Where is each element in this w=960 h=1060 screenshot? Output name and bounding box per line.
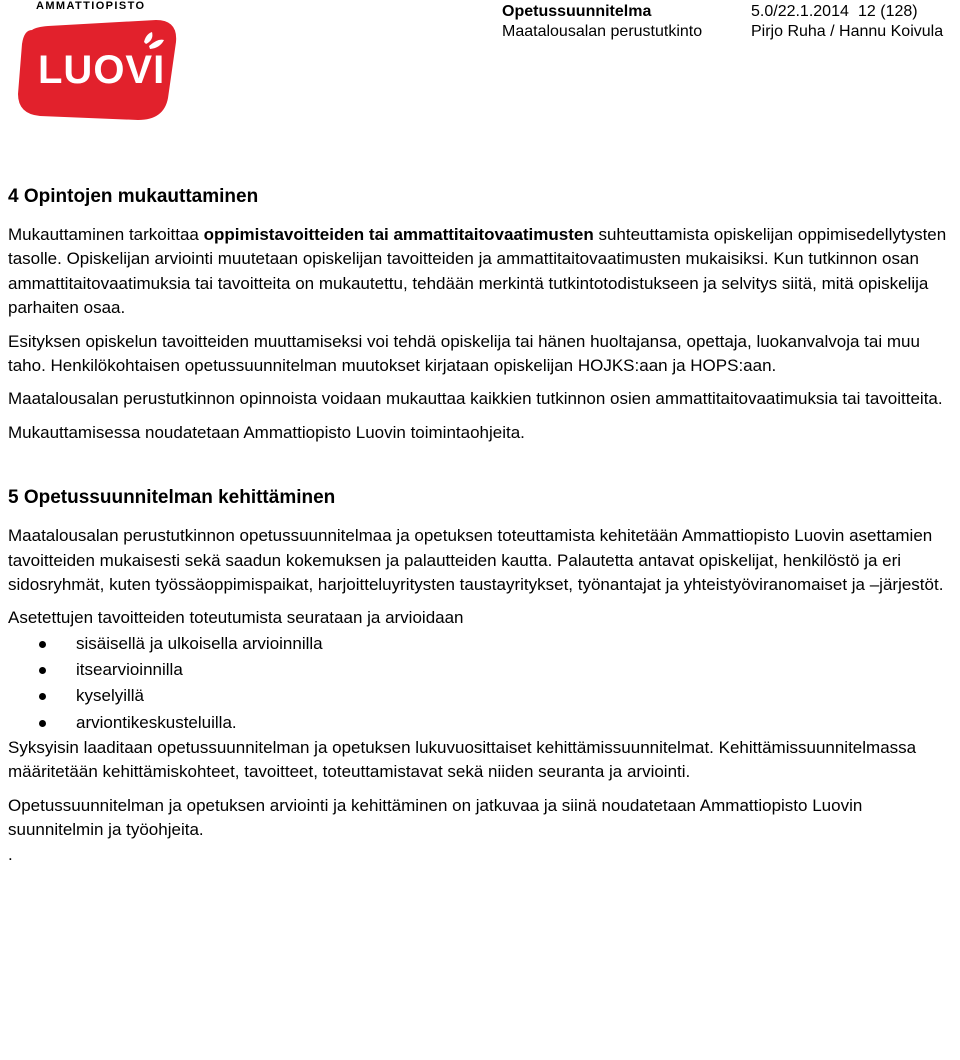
section-5-list-intro: Asetettujen tavoitteiden toteutumista seurataan ja arvioidaan bbox=[8, 608, 464, 628]
header-authors: Pirjo Ruha / Hannu Koivula bbox=[751, 23, 944, 40]
header-degree: Maatalousalan perustutkinto bbox=[502, 23, 703, 40]
header-page-counter: 12 (128) bbox=[858, 3, 918, 20]
section-4-paragraph-4: Mukauttamisessa noudatetaan Ammattiopisto Luovin toimintaohjeita. bbox=[8, 422, 525, 442]
section-5-paragraph-3: Opetussuunnitelman ja opetuksen arviointi ja kehittäminen on jatkuvaa ja siinä noudatetaan Ammattiopisto Luovin suunnitelmin ja työohjeita. bbox=[8, 795, 863, 840]
document-body bbox=[8, 184, 952, 867]
section-4-paragraph-2: Esityksen opiskelun tavoitteiden muuttamiseksi voi tehdä opiskelija tai hänen huoltajansa, opettaja, luokanvalvoja tai muu taho. Henkilökohtaisen opetussuunnitelman muutokset kirjataan opiskelijan HOJKS:aan ja HOPS:aan. bbox=[8, 331, 920, 376]
evaluation-methods-list bbox=[8, 631, 952, 736]
header-version-date: 5.0/22.1.2014 bbox=[751, 3, 849, 20]
trailing-period: . bbox=[8, 844, 13, 864]
list-item bbox=[8, 631, 952, 657]
bullet-icon bbox=[39, 641, 46, 648]
paragraph-text: suhteuttamista opiskelijan oppimisedellytysten tasolle. Opiskelijan arviointi muutetaan opiskelijan tavoitteiden ja ammattitaitovaatimusten mukaisiksi. Kun tutkinnon osan ammattitaitovaatimuksia tai tavoitteita on mukautettu, tehdään merkintä tutkintotodistukseen ja selvitys siitä, mitä opiskelija parhaiten osaa. bbox=[8, 225, 947, 318]
bullet-icon bbox=[39, 720, 46, 727]
bullet-icon bbox=[39, 693, 46, 700]
list-item bbox=[8, 657, 952, 683]
logo-caption: AMMATTIOPISTO bbox=[36, 0, 146, 12]
list-item-text: sisäisellä ja ulkoisella arvioinnilla bbox=[76, 633, 323, 653]
section-5-heading: 5 Opetussuunnitelman kehittäminen bbox=[8, 487, 336, 509]
section-5-paragraph-2: Syksyisin laaditaan opetussuunnitelman ja opetuksen lukuvuosittaiset kehittämissuunnitelmat. Kehittämissuunnitelmassa määritetään kehittämiskohteet, tavoitteet, toteuttamistavat sekä niiden seuranta ja arviointi. bbox=[8, 738, 917, 782]
header-doc-title: Opetussuunnitelma bbox=[502, 3, 652, 20]
list-item-text: kyselyillä bbox=[76, 686, 145, 706]
emphasis-text: oppimistavoitteiden tai ammattitaitovaatimusten bbox=[203, 225, 594, 244]
bullet-icon bbox=[39, 667, 46, 674]
section-4-heading: 4 Opintojen mukauttaminen bbox=[8, 186, 259, 207]
section-4-paragraph-1 bbox=[8, 223, 952, 321]
list-item bbox=[8, 710, 952, 736]
list-item bbox=[8, 683, 952, 709]
section-4-paragraph-3: Maatalousalan perustutkinnon opinnoista voidaan mukauttaa kaikkien tutkinnon osien ammattitaitovaatimuksia tai tavoitteita. bbox=[8, 389, 943, 409]
logo-wordmark: LUOVI bbox=[38, 48, 166, 92]
section-5-paragraph-1: Maatalousalan perustutkinnon opetussuunnitelmaa ja opetuksen toteuttamista kehitetään Ammattiopisto Luovin asettamien tavoitteiden mukaisesti sekä saadun kokemuksen ja palautteiden kautta. Palautetta antavat opiskelijat, henkilöstö ja eri sidosryhmät, kuten työssäoppimispaikat, harjoitteluyritysten taustayritykset, työnantajat ja yhteistyöviranomaiset ja –järjestöt. bbox=[8, 526, 944, 595]
paragraph-text: Mukauttaminen tarkoittaa bbox=[8, 225, 204, 244]
list-item-text: arviontikeskusteluilla. bbox=[76, 712, 237, 732]
list-item-text: itsearvioinnilla bbox=[76, 660, 183, 680]
